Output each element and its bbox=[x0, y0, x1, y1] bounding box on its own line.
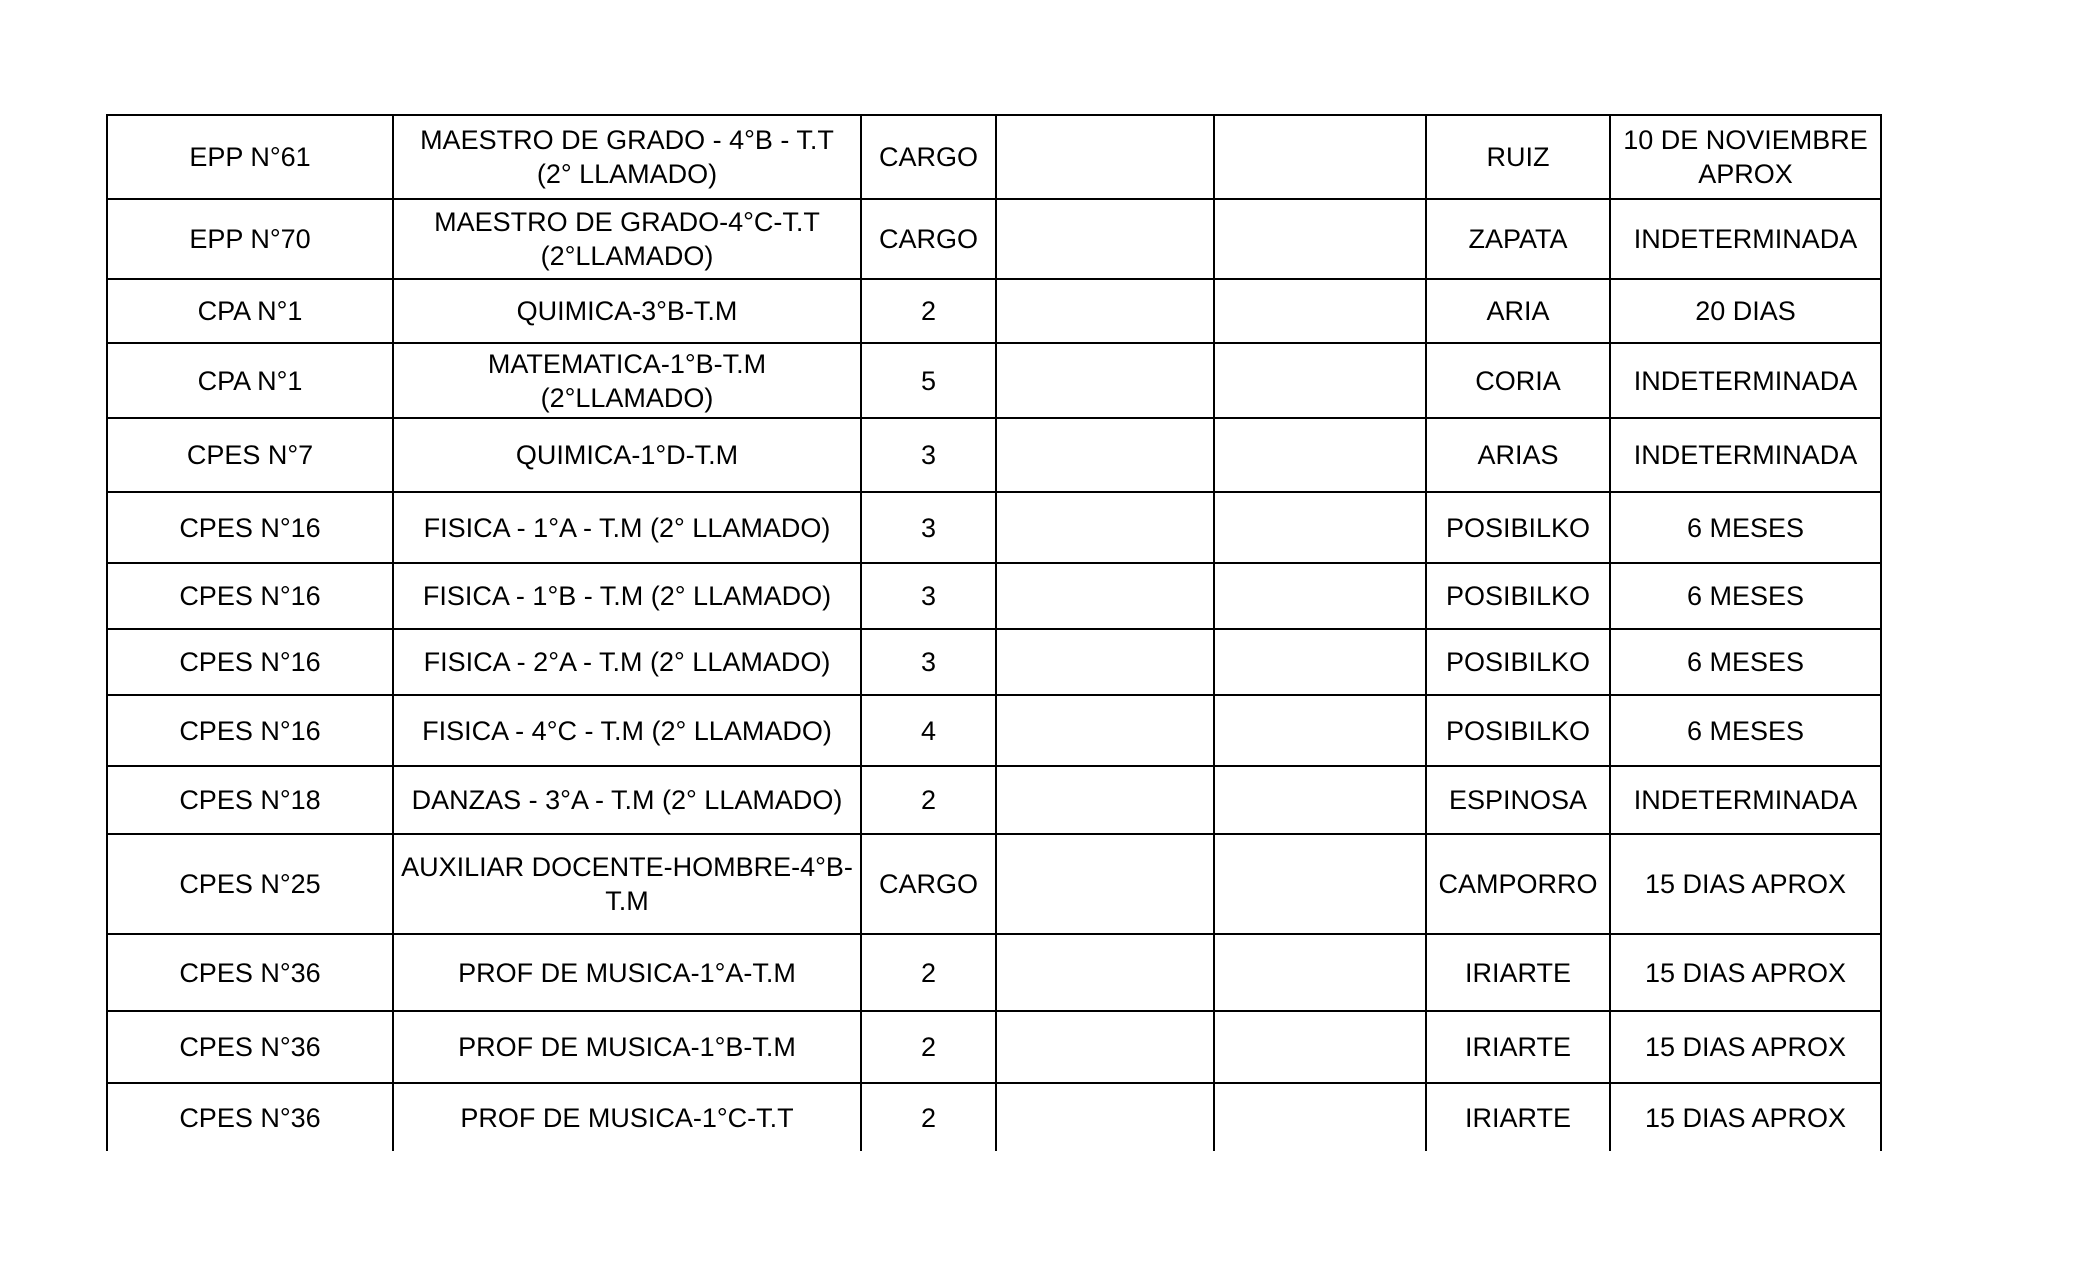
blank-cell bbox=[1214, 934, 1426, 1011]
name-cell: POSIBILKO bbox=[1426, 492, 1610, 563]
name-cell: POSIBILKO bbox=[1426, 629, 1610, 695]
school-cell: CPES N°16 bbox=[107, 695, 393, 766]
blank-cell bbox=[996, 492, 1214, 563]
table-row bbox=[107, 563, 1881, 629]
vacancy-table bbox=[106, 114, 1882, 1151]
hours-cell: 2 bbox=[861, 766, 996, 834]
blank-cell bbox=[996, 934, 1214, 1011]
hours-cell: 3 bbox=[861, 492, 996, 563]
blank-cell bbox=[1214, 1011, 1426, 1083]
name-cell: POSIBILKO bbox=[1426, 695, 1610, 766]
name-cell: RUIZ bbox=[1426, 115, 1610, 199]
blank-cell bbox=[996, 418, 1214, 492]
subject-cell: MAESTRO DE GRADO-4°C-T.T (2°LLAMADO) bbox=[393, 199, 861, 279]
duration-cell: INDETERMINADA bbox=[1610, 766, 1881, 834]
name-cell: ESPINOSA bbox=[1426, 766, 1610, 834]
subject-cell: FISICA - 4°C - T.M (2° LLAMADO) bbox=[393, 695, 861, 766]
table-row bbox=[107, 343, 1881, 418]
school-cell: CPA N°1 bbox=[107, 343, 393, 418]
table-row bbox=[107, 492, 1881, 563]
name-cell: IRIARTE bbox=[1426, 934, 1610, 1011]
hours-cell: CARGO bbox=[861, 834, 996, 934]
table-row bbox=[107, 418, 1881, 492]
hours-cell: CARGO bbox=[861, 115, 996, 199]
subject-cell: MAESTRO DE GRADO - 4°B - T.T (2° LLAMADO) bbox=[393, 115, 861, 199]
duration-cell: 6 MESES bbox=[1610, 695, 1881, 766]
duration-cell: 15 DIAS APROX bbox=[1610, 934, 1881, 1011]
table-row bbox=[107, 1011, 1881, 1083]
blank-cell bbox=[1214, 115, 1426, 199]
duration-cell: 15 DIAS APROX bbox=[1610, 834, 1881, 934]
hours-cell: 3 bbox=[861, 629, 996, 695]
school-cell: CPA N°1 bbox=[107, 279, 393, 343]
table-row bbox=[107, 629, 1881, 695]
name-cell: ZAPATA bbox=[1426, 199, 1610, 279]
blank-cell bbox=[996, 766, 1214, 834]
subject-cell: PROF DE MUSICA-1°B-T.M bbox=[393, 1011, 861, 1083]
blank-cell bbox=[1214, 418, 1426, 492]
school-cell: CPES N°36 bbox=[107, 1011, 393, 1083]
table-row bbox=[107, 934, 1881, 1011]
blank-cell bbox=[1214, 629, 1426, 695]
school-cell: CPES N°16 bbox=[107, 492, 393, 563]
name-cell: ARIA bbox=[1426, 279, 1610, 343]
hours-cell: 4 bbox=[861, 695, 996, 766]
blank-cell bbox=[1214, 492, 1426, 563]
blank-cell bbox=[996, 279, 1214, 343]
subject-cell: QUIMICA-3°B-T.M bbox=[393, 279, 861, 343]
table-row bbox=[107, 834, 1881, 934]
name-cell: IRIARTE bbox=[1426, 1011, 1610, 1083]
hours-cell: 3 bbox=[861, 563, 996, 629]
blank-cell bbox=[1214, 1083, 1426, 1151]
subject-cell: FISICA - 2°A - T.M (2° LLAMADO) bbox=[393, 629, 861, 695]
duration-cell: 15 DIAS APROX bbox=[1610, 1083, 1881, 1151]
blank-cell bbox=[996, 563, 1214, 629]
name-cell: ARIAS bbox=[1426, 418, 1610, 492]
table-row bbox=[107, 695, 1881, 766]
duration-cell: 20 DIAS bbox=[1610, 279, 1881, 343]
name-cell: IRIARTE bbox=[1426, 1083, 1610, 1151]
duration-cell: 15 DIAS APROX bbox=[1610, 1011, 1881, 1083]
school-cell: CPES N°36 bbox=[107, 934, 393, 1011]
school-cell: EPP N°70 bbox=[107, 199, 393, 279]
blank-cell bbox=[1214, 695, 1426, 766]
hours-cell: 3 bbox=[861, 418, 996, 492]
blank-cell bbox=[1214, 199, 1426, 279]
duration-cell: 6 MESES bbox=[1610, 492, 1881, 563]
hours-cell: 5 bbox=[861, 343, 996, 418]
blank-cell bbox=[996, 199, 1214, 279]
school-cell: CPES N°16 bbox=[107, 629, 393, 695]
table-row bbox=[107, 766, 1881, 834]
school-cell: CPES N°16 bbox=[107, 563, 393, 629]
blank-cell bbox=[1214, 766, 1426, 834]
duration-cell: 6 MESES bbox=[1610, 563, 1881, 629]
blank-cell bbox=[1214, 563, 1426, 629]
name-cell: CAMPORRO bbox=[1426, 834, 1610, 934]
subject-cell: PROF DE MUSICA-1°A-T.M bbox=[393, 934, 861, 1011]
duration-cell: INDETERMINADA bbox=[1610, 199, 1881, 279]
subject-cell: FISICA - 1°A - T.M (2° LLAMADO) bbox=[393, 492, 861, 563]
duration-cell: 6 MESES bbox=[1610, 629, 1881, 695]
blank-cell bbox=[1214, 834, 1426, 934]
table-row bbox=[107, 199, 1881, 279]
blank-cell bbox=[996, 343, 1214, 418]
subject-cell: AUXILIAR DOCENTE-HOMBRE-4°B-T.M bbox=[393, 834, 861, 934]
subject-cell: QUIMICA-1°D-T.M bbox=[393, 418, 861, 492]
hours-cell: 2 bbox=[861, 1011, 996, 1083]
blank-cell bbox=[1214, 343, 1426, 418]
blank-cell bbox=[996, 1011, 1214, 1083]
duration-cell: INDETERMINADA bbox=[1610, 343, 1881, 418]
school-cell: EPP N°61 bbox=[107, 115, 393, 199]
subject-cell: MATEMATICA-1°B-T.M (2°LLAMADO) bbox=[393, 343, 861, 418]
hours-cell: 2 bbox=[861, 1083, 996, 1151]
subject-cell: PROF DE MUSICA-1°C-T.T bbox=[393, 1083, 861, 1151]
name-cell: CORIA bbox=[1426, 343, 1610, 418]
subject-cell: FISICA - 1°B - T.M (2° LLAMADO) bbox=[393, 563, 861, 629]
school-cell: CPES N°25 bbox=[107, 834, 393, 934]
blank-cell bbox=[996, 1083, 1214, 1151]
hours-cell: 2 bbox=[861, 934, 996, 1011]
blank-cell bbox=[996, 115, 1214, 199]
school-cell: CPES N°36 bbox=[107, 1083, 393, 1151]
blank-cell bbox=[996, 695, 1214, 766]
school-cell: CPES N°18 bbox=[107, 766, 393, 834]
subject-cell: DANZAS - 3°A - T.M (2° LLAMADO) bbox=[393, 766, 861, 834]
name-cell: POSIBILKO bbox=[1426, 563, 1610, 629]
table-row bbox=[107, 115, 1881, 199]
duration-cell: INDETERMINADA bbox=[1610, 418, 1881, 492]
table-row bbox=[107, 279, 1881, 343]
table-row bbox=[107, 1083, 1881, 1151]
blank-cell bbox=[1214, 279, 1426, 343]
hours-cell: CARGO bbox=[861, 199, 996, 279]
duration-cell: 10 DE NOVIEMBRE APROX bbox=[1610, 115, 1881, 199]
blank-cell bbox=[996, 834, 1214, 934]
blank-cell bbox=[996, 629, 1214, 695]
hours-cell: 2 bbox=[861, 279, 996, 343]
school-cell: CPES N°7 bbox=[107, 418, 393, 492]
